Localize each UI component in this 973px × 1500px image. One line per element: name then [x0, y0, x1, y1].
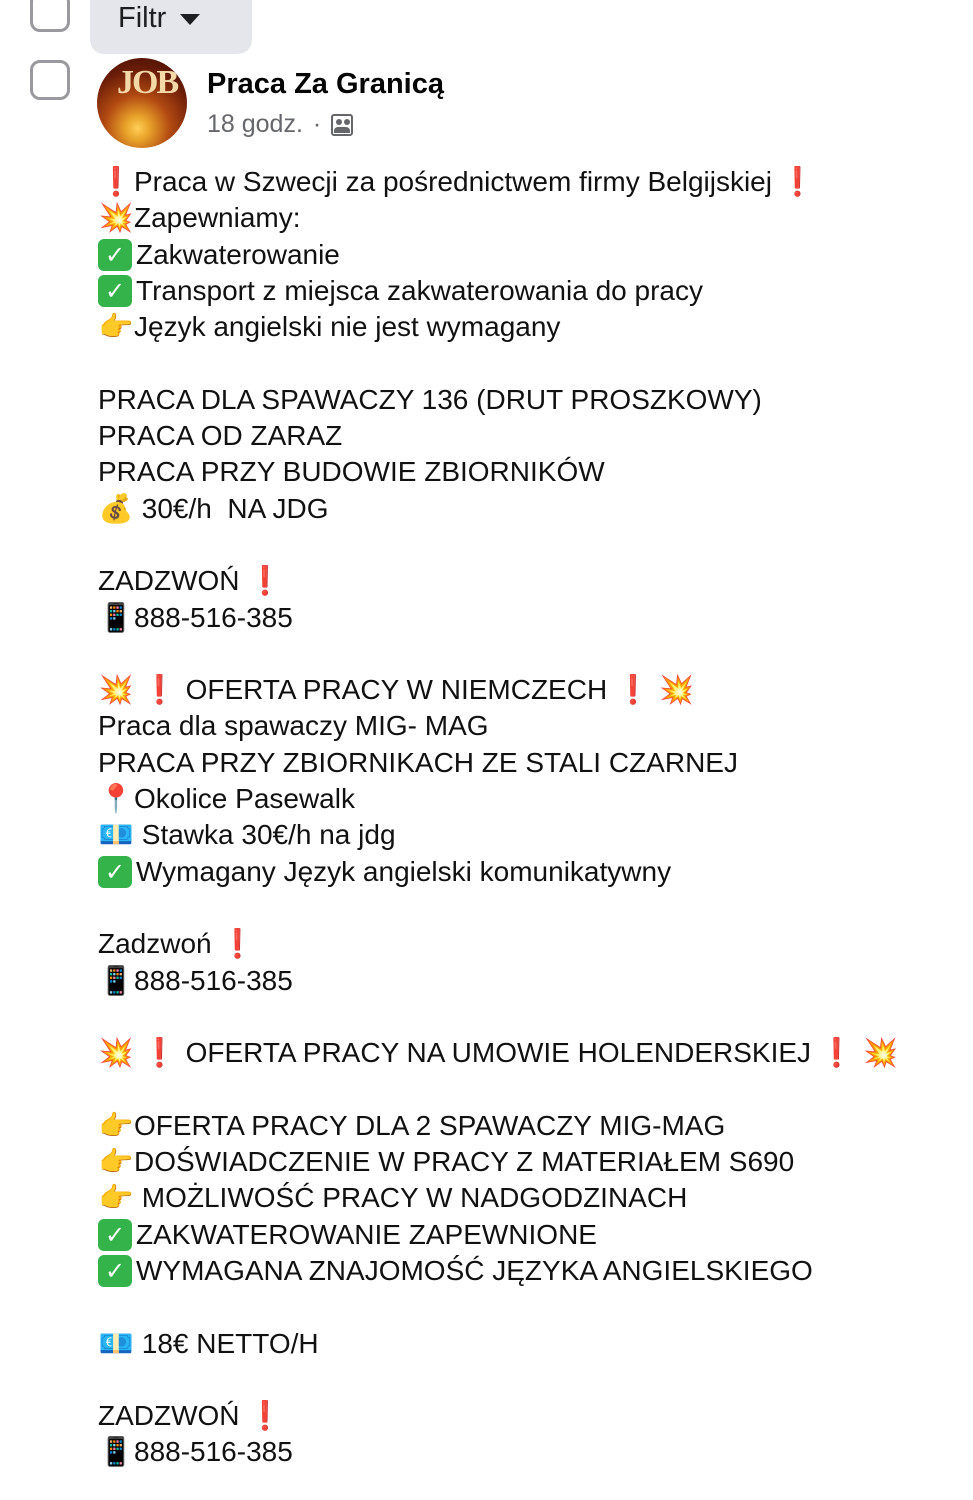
- cash-icon: 💶: [98, 818, 134, 852]
- phone-icon: 📱: [98, 1435, 134, 1469]
- post-line-text: PRACA OD ZARAZ: [98, 420, 343, 452]
- post-line: [98, 200, 958, 236]
- post-time[interactable]: 18 godz.: [207, 110, 303, 138]
- post-line-text: 30€/h NA JDG: [134, 492, 329, 524]
- post-line-text: OFERTA PRACY DLA 2 SPAWACZY MIG-MAG: [134, 1109, 726, 1141]
- post-line-text: Język angielski nie jest wymagany: [134, 311, 561, 343]
- post-line: [98, 1362, 958, 1398]
- post-line: [98, 854, 958, 890]
- check-icon: ✓: [98, 1255, 132, 1287]
- post-line: [98, 491, 958, 527]
- post-line: [98, 1144, 958, 1180]
- meta-separator: ·: [312, 110, 322, 138]
- exclamation-icon: ❗: [98, 165, 134, 198]
- post-author[interactable]: Praca Za Granicą: [207, 68, 444, 100]
- post-line: [98, 273, 958, 309]
- post-line-text: 888-516-385: [134, 964, 293, 996]
- post-line: [98, 1180, 958, 1216]
- filter-button[interactable]: [90, 0, 252, 54]
- avatar[interactable]: [97, 58, 187, 148]
- post-meta: [207, 110, 353, 139]
- post-line: [98, 926, 958, 962]
- group-audience-icon: [331, 114, 353, 136]
- post-line-text: DOŚWIADCZENIE W PRACY Z MATERIAŁEM S690: [134, 1146, 795, 1178]
- exclamation-icon: ❗: [780, 165, 816, 198]
- post-line-text: 888-516-385: [134, 1436, 293, 1468]
- post-line-text: PRACA DLA SPAWACZY 136 (DRUT PROSZKOWY): [98, 383, 762, 415]
- post-line-text: 888-516-385: [134, 601, 293, 633]
- post-line: [98, 600, 958, 636]
- post-line: [98, 309, 958, 345]
- post-line: [98, 890, 958, 926]
- post-line-text: 18€ NETTO/H: [134, 1327, 319, 1359]
- boom-icon: 💥: [863, 1036, 899, 1070]
- post-line: [98, 418, 958, 454]
- hand-icon: 👉: [98, 1181, 134, 1215]
- post-line: [98, 745, 958, 781]
- post-line: [98, 1035, 958, 1071]
- check-icon: ✓: [98, 275, 132, 307]
- check-icon: ✓: [98, 1219, 132, 1251]
- post-line: [98, 781, 958, 817]
- post-line: [98, 963, 958, 999]
- exclamation-icon: ❗: [615, 673, 651, 707]
- hand-icon: 👉: [98, 310, 134, 344]
- post-line: [98, 1326, 958, 1362]
- post-line: [98, 1289, 958, 1325]
- post-line: [98, 237, 958, 273]
- post-line-text: MOŻLIWOŚĆ PRACY W NADGODZINACH: [134, 1182, 688, 1214]
- post-line: [98, 672, 958, 708]
- post-line-text: Praca dla spawaczy MIG- MAG: [98, 710, 489, 742]
- post-line-text: ZADZWOŃ: [98, 1400, 248, 1432]
- check-icon: ✓: [98, 239, 132, 271]
- post-line: [98, 1108, 958, 1144]
- exclamation-icon: ❗: [142, 673, 178, 707]
- pin-icon: 📍: [98, 782, 134, 816]
- post-line: [98, 708, 958, 744]
- caret-down-icon: [180, 14, 200, 25]
- phone-icon: 📱: [98, 963, 134, 997]
- phone-icon: 📱: [98, 600, 134, 634]
- post-line: [98, 999, 958, 1035]
- boom-icon: 💥: [659, 673, 695, 707]
- post-line: [98, 1434, 958, 1470]
- post-line-text: PRACA PRZY ZBIORNIKACH ZE STALI CZARNEJ: [98, 746, 738, 778]
- post-line-text: Transport z miejsca zakwaterowania do pracy: [136, 274, 703, 306]
- boom-icon: 💥: [98, 201, 134, 235]
- post-line-text: Stawka 30€/h na jdg: [134, 819, 396, 851]
- exclamation-icon: ❗: [142, 1036, 178, 1070]
- post-line-text: Praca w Szwecji za pośrednictwem firmy Belgijskiej: [134, 166, 780, 197]
- cash-icon: 💶: [98, 1326, 134, 1360]
- exclamation-icon: ❗: [247, 1399, 283, 1433]
- post-line-text: Zakwaterowanie: [136, 238, 340, 270]
- post-line-text: Zapewniamy:: [134, 202, 301, 234]
- post-line: [98, 345, 958, 381]
- money-bag-icon: 💰: [98, 491, 134, 525]
- post-line: [98, 382, 958, 418]
- post-line: [98, 1253, 958, 1289]
- post-line: [98, 454, 958, 490]
- post-line-text: OFERTA PRACY NA UMOWIE HOLENDERSKIEJ: [185, 1037, 819, 1069]
- post-line: [98, 527, 958, 563]
- exclamation-icon: ❗: [819, 1036, 855, 1070]
- post-line: [98, 636, 958, 672]
- hand-icon: 👉: [98, 1145, 134, 1179]
- post-line-text: Wymagany Język angielski komunikatywny: [136, 855, 672, 887]
- avatar-logo-text: JOB: [117, 64, 178, 101]
- post-checkbox[interactable]: [30, 60, 70, 100]
- filter-label: Filtr: [118, 2, 167, 34]
- post-line: [98, 1398, 958, 1434]
- post-line: [98, 1071, 958, 1107]
- post-line-text: Okolice Pasewalk: [134, 783, 355, 815]
- post-line: [98, 817, 958, 853]
- boom-icon: 💥: [98, 673, 134, 707]
- select-all-checkbox[interactable]: [30, 0, 70, 32]
- post-line-text: PRACA PRZY BUDOWIE ZBIORNIKÓW: [98, 456, 605, 488]
- boom-icon: 💥: [98, 1036, 134, 1070]
- post-line-text: ZAKWATEROWANIE ZAPEWNIONE: [136, 1218, 597, 1250]
- check-icon: ✓: [98, 856, 132, 888]
- hand-icon: 👉: [98, 1108, 134, 1142]
- exclamation-icon: ❗: [219, 927, 255, 961]
- post-line: [98, 1217, 958, 1253]
- exclamation-icon: ❗: [247, 564, 283, 598]
- post-line: [98, 563, 958, 599]
- post-line-text: OFERTA PRACY W NIEMCZECH: [185, 674, 615, 706]
- post-line: [98, 164, 958, 200]
- post-body: [98, 164, 958, 1471]
- post-line-text: Zadzwoń: [98, 928, 220, 960]
- post-line-text: WYMAGANA ZNAJOMOŚĆ JĘZYKA ANGIELSKIEGO: [136, 1254, 813, 1286]
- post-line-text: ZADZWOŃ: [98, 565, 248, 597]
